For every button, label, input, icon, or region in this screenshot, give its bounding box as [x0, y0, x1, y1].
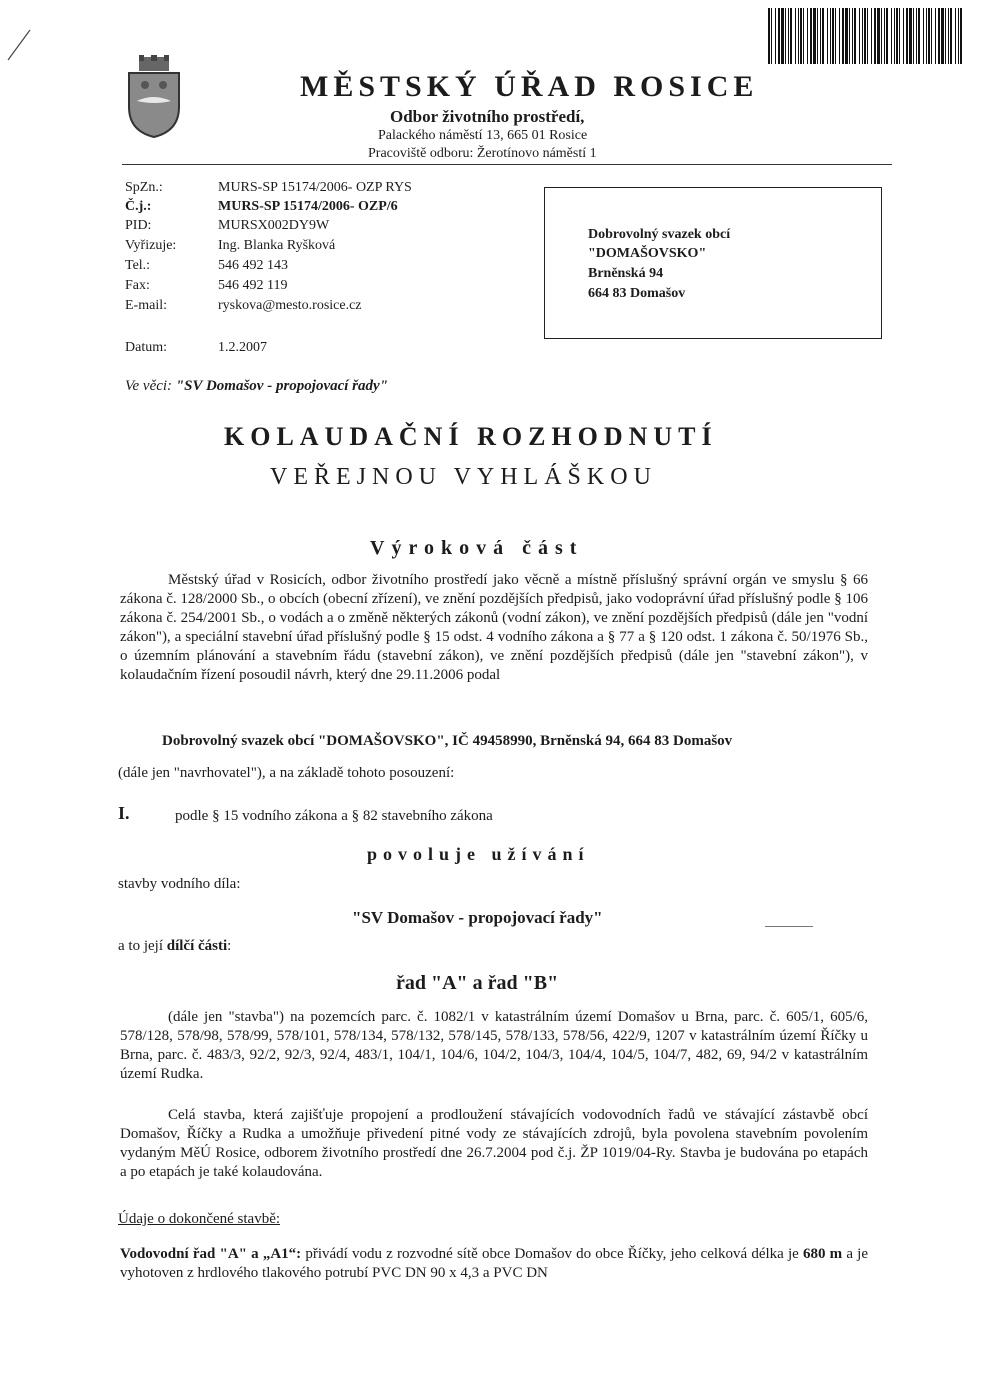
permit-heading: povoluje užívání [367, 844, 590, 864]
part-line [118, 938, 231, 955]
part-bold: dílčí části [166, 938, 228, 954]
building-name: "SV Domašov - propojovací řady" [352, 908, 603, 927]
building-label: stavby vodního díla: [118, 876, 241, 892]
last-paragraph [120, 1245, 868, 1283]
last-text-1: přivádí vodu z rozvodné sítě obce Domašov do obce Říčky, jeho celková délka je [301, 1246, 804, 1262]
office-workplace: Pracoviště odboru: Žerotínovo náměstí 1 [368, 146, 597, 161]
applicant-note: (dále jen "navrhovatel"), a na základě tohoto posouzení: [118, 765, 455, 781]
header-divider [122, 164, 892, 165]
office-title: MĚSTSKÝ ÚŘAD ROSICE [300, 70, 759, 103]
meta-value-spzn: MURS-SP 15174/2006- OZP RYS [218, 180, 412, 195]
recipient-address-box [544, 187, 882, 339]
meta-label-vyrizuje: Vyřizuje: [125, 238, 177, 253]
recipient-line-4: 664 83 Domašov [588, 286, 686, 301]
recipient-line-1: Dobrovolný svazek obcí [588, 227, 731, 242]
date-value: 1.2.2007 [218, 340, 267, 355]
point-number: I. [118, 803, 130, 823]
meta-label-pid: PID: [125, 218, 152, 233]
last-length: 680 m [803, 1246, 843, 1262]
last-lead: Vodovodní řad "A" a „A1“: [120, 1246, 302, 1262]
meta-value-fax: 546 492 119 [218, 278, 288, 293]
subject-label: Ve věci: [125, 378, 173, 394]
section-heading: Výroková část [370, 537, 584, 559]
document-subtitle: VEŘEJNOU VYHLÁŠKOU [270, 464, 657, 490]
intro-paragraph: Městský úřad v Rosicích, odbor životního prostředí jako věcně a místně příslušný správní orgán ve smyslu § 66 zákona č. 128/2000 Sb., o obcích (obecní zřízení), ve znění pozdějších předpisů, jako vodoprávní úřad příslušný podle § 106 zákona č. 254/2001 Sb., o vodách a o změně některých zákonů (vodní zákon), ve znění pozdějších předpisů (dále jen "vodní zákon"), a speciální stavební úřad příslušný podle § 15 odst. 4 vodního zákona a § 77 a § 120 odst. 1 zákona č. 50/1976 Sb., o územním plánování a stavebním řádu (stavební zákon), ve znění pozdějších předpisů (dále jen "stavební zákon"), v kolaudačním řízení posoudil návrh, který dne 29.11.2006 podal [120, 572, 868, 683]
point-text: podle § 15 vodního zákona a § 82 stavebního zákona [175, 808, 493, 824]
department-name: Odbor životního prostředí, [390, 107, 585, 126]
date-label: Datum: [125, 340, 167, 355]
meta-label-fax: Fax: [125, 278, 150, 293]
office-address: Palackého náměstí 13, 665 01 Rosice [378, 128, 588, 143]
meta-value-email: ryskova@mesto.rosice.cz [218, 298, 362, 313]
meta-value-vyrizuje: Ing. Blanka Ryšková [218, 238, 336, 253]
pen-mark [0, 0, 60, 70]
recipient-line-2: "DOMAŠOVSKO" [588, 246, 707, 261]
part-prefix: a to její [118, 938, 163, 954]
subject-line [125, 378, 388, 395]
document-title: KOLAUDAČNÍ ROZHODNUTÍ [224, 422, 718, 451]
barcode [768, 8, 964, 72]
meta-label-email: E-mail: [125, 298, 167, 313]
part-suffix: : [227, 938, 232, 954]
section-rad-heading: řad "A" a řad "B" [396, 972, 559, 994]
subject-value: "SV Domašov - propojovací řady" [175, 378, 389, 394]
completed-heading: Údaje o dokončené stavbě: [118, 1211, 281, 1227]
meta-value-cj: MURS-SP 15174/2006- OZP/6 [218, 199, 398, 214]
last-text-2: a je vyhotoven z hrdlového tlakového potrubí PVC DN 90 x 4,3 a PVC DN [120, 1246, 869, 1281]
meta-value-tel: 546 492 143 [218, 258, 288, 273]
description-paragraph: Celá stavba, která zajišťuje propojení a prodloužení stávajících vodovodních řadů ve stávající zástavbě obcí Domašov, Říčky a Rudka a umožňuje přivedení pitné vody ze stávajících zdrojů, byla povolena stavebním povolením vydaným MěÚ Rosice, odborem životního prostředí dne 26.7.2004 pod č.j. ŽP 1019/04-Ry. Stavba je budována po etapách a po etapách je také kolaudována. [120, 1107, 868, 1180]
margin-dash [765, 926, 813, 927]
meta-label-spzn: SpZn.: [125, 180, 163, 195]
applicant-line: Dobrovolný svazek obcí "DOMAŠOVSKO", IČ 49458990, Brněnská 94, 664 83 Domašov [162, 733, 733, 749]
meta-label-cj: Č.j.: [125, 199, 152, 214]
recipient-line-3: Brněnská 94 [588, 266, 664, 281]
meta-label-tel: Tel.: [125, 258, 151, 273]
city-crest-icon [125, 55, 183, 139]
parcels-paragraph: (dále jen "stavba") na pozemcích parc. č. 1082/1 v katastrálním území Domašov u Brna, parc. č. 605/1, 605/6, 578/128, 578/98, 578/99, 578/101, 578/134, 578/132, 578/145, 578/133, 578/56, 422/9, 1207 v katastrálním území Říčky u Brna, parc. č. 483/3, 92/2, 92/3, 92/4, 483/1, 104/1, 104/6, 104/2, 104/3, 104/4, 104/5, 104/7, 482, 69, 94/2 v katastrálním území Rudka. [120, 1009, 868, 1082]
meta-value-pid: MURSX002DY9W [218, 218, 330, 233]
